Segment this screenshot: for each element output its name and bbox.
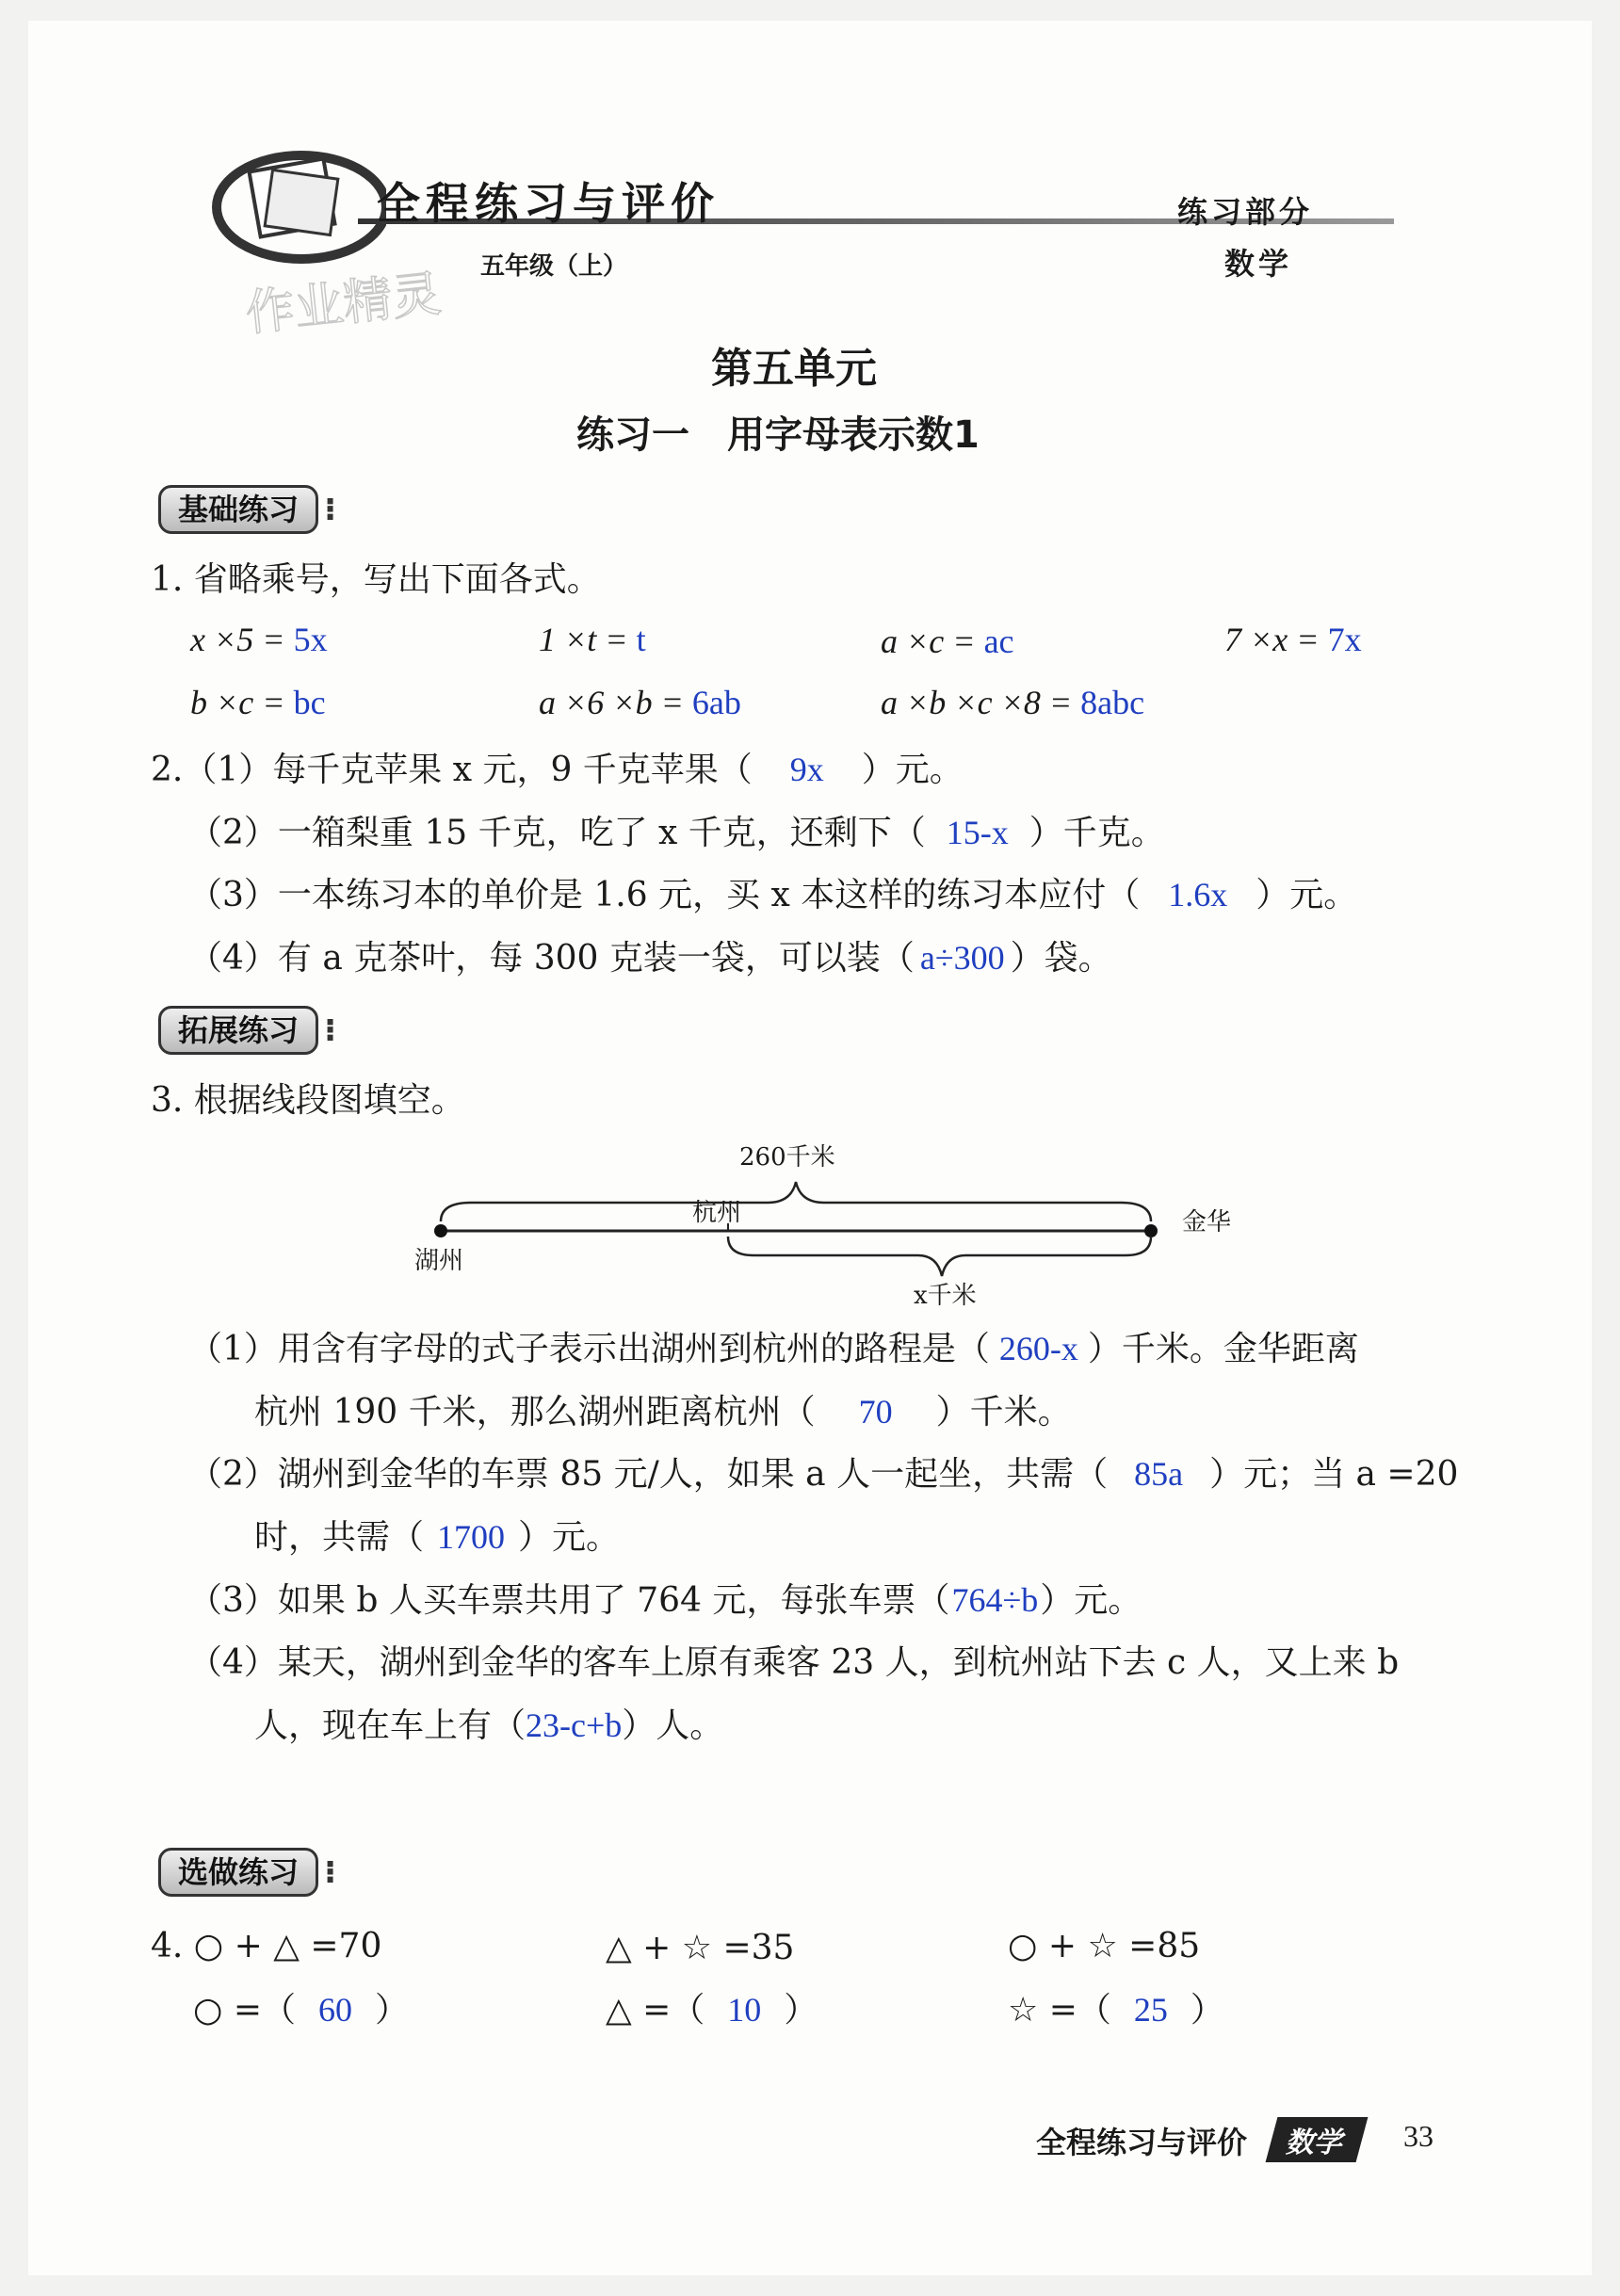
q3-text: 人，现在车上有（ [254,1706,526,1745]
q2-text: （3）一本练习本的单价是 1.6 元，买 x 本这样的练习本应付（ [188,876,1141,914]
q3-text: （3）如果 b 人买车票共用了 764 元，每张车票（ [188,1581,950,1620]
q2-part-2 [188,812,1165,854]
q4-eq3: ○ + ☆ =85 [1008,1927,1201,1965]
q1-answer: 8abc [1080,684,1145,721]
header-section: 练习部分 [1177,194,1314,230]
q1-stem: 1. 省略乘号，写出下面各式。 [151,560,601,599]
q3-part-1b [254,1391,1072,1433]
q3-part-4a: （4）某天，湖州到金华的客车上原有乘客 23 人，到杭州站下去 c 人，又上来 b [188,1643,1400,1682]
q3-answer: 260-x [998,1330,1078,1367]
q4-label: ） [375,1991,410,2029]
q1-answer: 6ab [691,684,741,721]
q2-answer: a÷300 [919,939,1005,977]
q3-text: ）人。 [622,1706,724,1745]
q2-text: ）袋。 [1010,939,1112,978]
q3-text: ）千米。 [935,1393,1072,1431]
q3-text: （2）湖州到金华的车票 85 元/人，如果 a 人一起坐，共需（ [188,1455,1109,1494]
q3-text: （1）用含有字母的式子表示出湖州到杭州的路程是（ [188,1330,990,1368]
q4-label: ☆ =（ [1008,1991,1111,2029]
q3-answer: 70 [858,1393,893,1431]
header-subject: 数学 [1224,246,1293,282]
diagram-label-hangzhou: 杭州 [692,1199,742,1227]
q2-text: （4）有 a 克茶叶，每 300 克装一袋，可以装（ [188,939,915,978]
q1-answer: ac [983,623,1014,660]
q1-answer: bc [293,684,326,721]
badge-basic: 基础练习 ⁝ [158,485,318,534]
lesson-title: 练习一 用字母表示数1 [576,413,980,457]
q1-expr: 7 ×x = [1224,621,1320,658]
q2-answer: 1.6x [1168,876,1228,914]
q1-item-2 [539,620,646,659]
diagram-label-top: 260千米 [739,1143,835,1172]
q1-answer: 7x [1327,621,1362,658]
q2-text: 2.（1）每千克苹果 x 元，9 千克苹果（ [151,751,753,789]
q3-text: ）元。 [518,1518,621,1557]
q3-part-3 [188,1579,1142,1622]
q3-text: ）元。 [1040,1581,1142,1620]
q3-answer: 23-c+b [526,1706,623,1744]
q1-expr: b ×c = [190,684,285,721]
q1-item-6 [539,683,741,722]
q1-item-3 [881,622,1014,661]
q2-part-4 [188,937,1112,979]
brace-bottom [728,1237,1151,1276]
q2-text: ）千克。 [1029,814,1165,852]
q2-text: ）元。 [1256,876,1358,914]
q3-text: ）元；当 a =20 [1209,1455,1459,1494]
q1-item-7 [881,683,1144,722]
page-number: 33 [1403,2119,1434,2153]
footer-subject: 数学 [1266,2117,1369,2162]
q4-star [1008,1989,1224,2031]
q1-item-1 [190,620,328,659]
brace-top [441,1182,1151,1221]
point-huzhou [434,1224,447,1237]
q4-answer: 10 [727,1991,762,2029]
q4-label: ） [1190,1991,1224,2029]
q3-answer: 85a [1134,1455,1184,1493]
badge-extended: 拓展练习 ⁝ [158,1006,318,1055]
q2-text: （2）一箱梨重 15 千克，吃了 x 千克，还剩下（ [188,814,926,852]
footer-title: 全程练习与评价 [1036,2125,1248,2160]
diagram-label-jinhua: 金华 [1182,1208,1232,1237]
q1-expr: a ×b ×c ×8 = [881,684,1073,721]
q3-text: 杭州 190 千米，那么湖州距离杭州（ [254,1393,816,1431]
q1-expr: 1 ×t = [539,621,628,658]
diagram-label-x: x千米 [914,1282,977,1310]
q4-eq2: △ + ☆ =35 [606,1929,795,1967]
q1-expr: a ×6 ×b = [539,684,684,721]
q3-stem: 3. 根据线段图填空。 [151,1081,465,1120]
q3-answer: 1700 [437,1518,506,1556]
q4-label: ○ =（ [193,1991,297,2029]
q1-expr: x ×5 = [190,621,285,658]
q4-label: ） [784,1991,818,2029]
q4-label: △ =（ [606,1991,705,2029]
q1-item-5 [190,683,326,722]
q4-triangle [606,1989,818,2031]
badge-optional: 选做练习 ⁝ [158,1848,318,1897]
header-grade: 五年级（上） [480,252,628,281]
q1-answer: 5x [293,621,328,658]
q4-answer: 25 [1133,1991,1168,2029]
q2-part-3 [188,874,1357,916]
q3-part-2a [188,1453,1458,1496]
q2-text: ）元。 [861,751,964,789]
header-title: 全程练习与评价 [377,178,720,229]
q4-answer: 60 [318,1991,353,2029]
q2-part-1 [151,749,964,791]
q1-expr: a ×c = [881,623,976,660]
q4-eq1: 4. ○ + △ =70 [151,1927,382,1965]
q1-item-4 [1224,620,1362,659]
q4-circle [193,1989,409,2031]
q3-text: 时，共需（ [254,1518,425,1557]
point-jinhua [1144,1224,1158,1237]
q3-part-4b [254,1705,723,1747]
q3-answer: 764÷b [951,1581,1039,1619]
unit-title: 第五单元 [711,345,877,393]
q3-text: ）千米。金华距离 [1087,1330,1359,1368]
watermark: 作业精灵 [243,266,445,343]
q2-answer: 9x [789,751,824,788]
diagram-label-huzhou: 湖州 [414,1247,464,1275]
header-logo-icon [198,141,386,273]
q2-answer: 15-x [946,814,1009,851]
q3-part-2b [254,1516,620,1559]
q3-part-1a [188,1328,1359,1370]
q1-answer: t [636,621,646,658]
